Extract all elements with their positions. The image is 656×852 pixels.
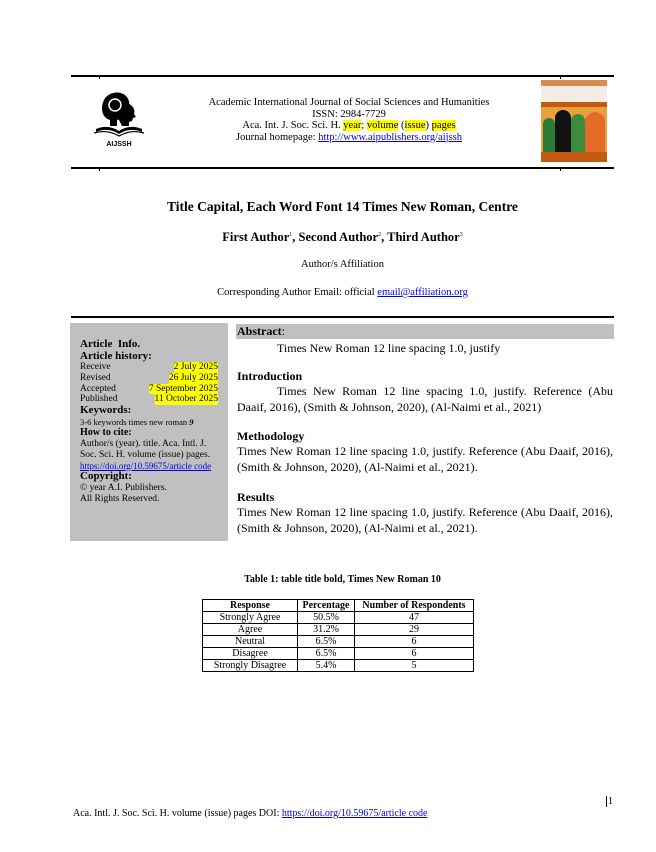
table-caption: Table 1: table title bold, Times New Roman 10 [244,574,441,585]
author-name: First Author [222,230,290,244]
header-bottom-rule [71,167,614,169]
column-header: Number of Respondents [355,600,474,612]
table-row: Neutral 6.5% 6 [203,636,474,648]
journal-name: Academic International Journal of Social Sciences and Humanities [208,97,490,108]
copyright-line: © year A.I. Publishers. [80,482,167,493]
table-row: Disagree 6.5% 6 [203,648,474,660]
logo-text: AIJSSH [106,141,132,148]
column-header: Percentage [298,600,355,612]
citation-line: Aca. Int. J. Soc. Sci. H. year; volume (issue) pages [242,120,456,131]
history-row: Receive 2 July 2025 [80,362,218,372]
article-history-label: Article history: [80,349,152,362]
section-rule [71,316,614,318]
copyright-line: All Rights Reserved. [80,493,160,504]
article-title: Title Capital, Each Word Font 14 Times New Roman, Centre [167,199,518,214]
cite-text: Author/s (year). title. Aca. Intl. J. Soc. Sci. H. volume (issue) pages. [80,438,211,460]
article-info-box [70,323,228,541]
table-row: Agree 31.2% 29 [203,624,474,636]
author-name: Second Author [298,230,379,244]
corresponding-email-link[interactable]: email@affiliation.org [377,287,468,298]
column-header: Response [203,600,298,612]
keywords-text: 3-6 keywords times new roman 9 [80,416,194,427]
author-affiliation: Author/s Affiliation [301,259,384,270]
author-list: First Author$^1$, Second Author$^2$, Third Author$^3$ [222,230,463,244]
page-footer: Aca. Intl. J. Soc. Sci. H. volume (issue) pages DOI: https://doi.org/10.59675/article code [73,808,428,819]
copyright-label: Copyright: [80,470,132,483]
homepage-link[interactable]: http://www.aipublishers.org/aijssh [318,131,463,143]
author-name: Third Author [387,230,460,244]
issn: ISSN: 2984-7729 [312,108,386,120]
table-row: Strongly Agree 50.5% 47 [203,612,474,624]
results-heading: Results [237,490,275,504]
introduction-heading: Introduction [237,369,303,383]
homepage-line: Journal homepage: http://www.aipublishers.org/aijssh [235,131,463,143]
table-row: Strongly Disagree 5.4% 5 [203,660,474,672]
results-table [202,599,474,672]
methodology-heading: Methodology [237,429,305,443]
how-to-cite-label: How to cite: [80,427,132,439]
journal-logo [86,86,152,150]
results-text: Times New Roman 12 line spacing 1.0, justify. Reference (Abu Daaif, 2016), (Smith & Johnson, 2020), (Al-Naimi et al., 2021). [237,505,613,535]
footer-doi-link[interactable]: https://doi.org/10.59675/article code [281,808,428,819]
journal-header [160,97,538,143]
article-info-title: Article Info. [80,338,141,350]
page-number: 1 [608,796,613,807]
header-top-rule [71,75,614,77]
corresponding-author: Corresponding Author Email: official email@affiliation.org [217,287,468,298]
abstract-header: Abstract: [236,324,614,339]
history-row: Revised 26 July 2025 [80,372,218,383]
table-header-row [203,600,474,612]
abstract-text: Times New Roman 12 line spacing 1.0, justify [277,341,501,355]
keywords-label: Keywords: [80,404,132,417]
journal-cover-image [541,80,607,162]
history-row: Accepted 7 September 2025 [80,383,218,394]
cite-doi-link[interactable]: https://doi.org/10.59675/article code [80,460,212,471]
introduction-text: Times New Roman 12 line spacing 1.0, justify. Reference (Abu Daaif, 2016), (Smith & Johnson, 2020), (Al-Naimi et al., 2021) [237,384,613,414]
history-row: Published 11 October 2025 [80,394,218,405]
methodology-text: Times New Roman 12 line spacing 1.0, justify. Reference (Abu Daaif, 2016), (Smith & Johnson, 2020), (Al-Naimi et al., 2021). [237,444,613,474]
